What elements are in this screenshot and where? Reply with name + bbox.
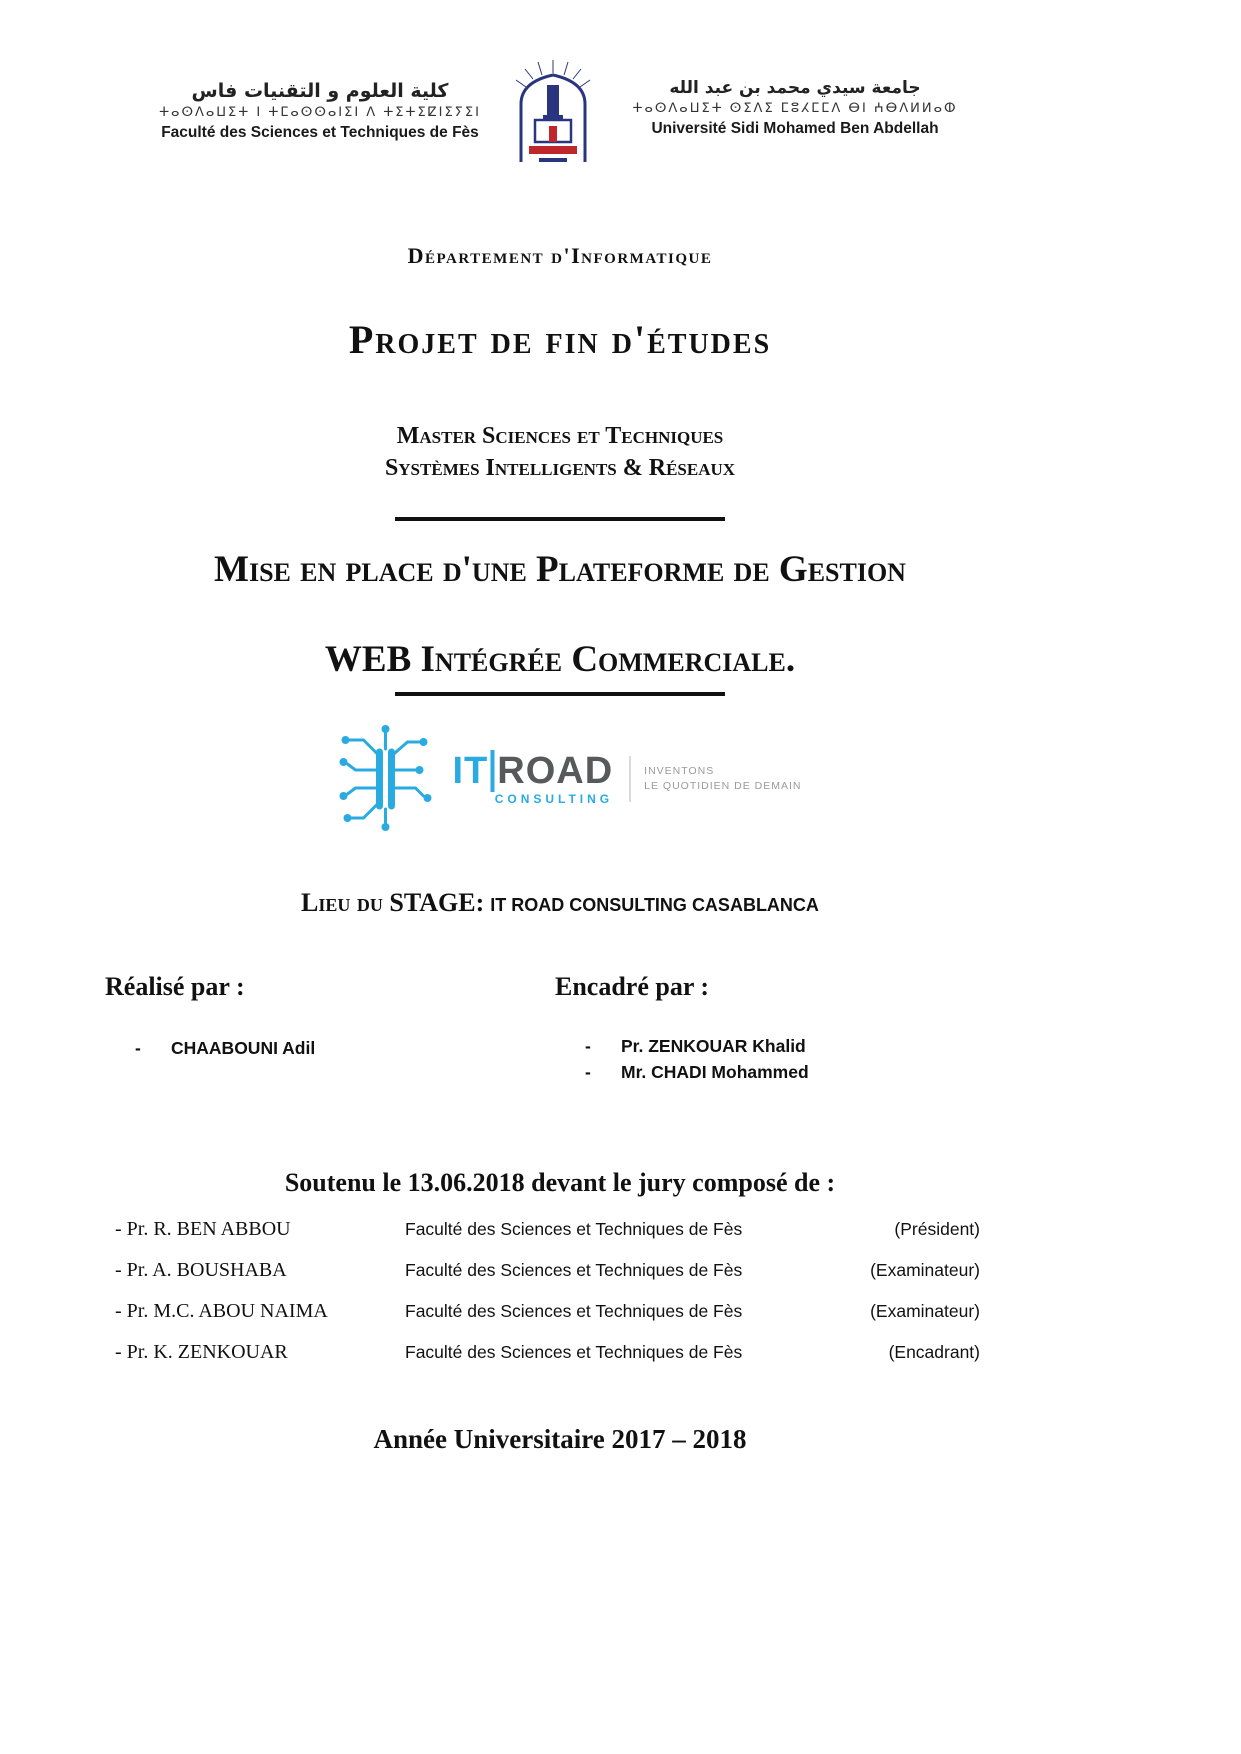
bullet-dash: - — [585, 1036, 591, 1056]
tagline-line2: LE QUOTIDIEN DE DEMAIN — [644, 780, 802, 792]
jury-row — [115, 1259, 980, 1300]
jury-member-role: (Examinateur) — [870, 1260, 980, 1280]
supervisor-name: Pr. ZENKOUAR Khalid — [621, 1036, 806, 1056]
jury-row — [115, 1300, 980, 1341]
jury-member-name: - Pr. R. BEN ABBOU — [115, 1218, 291, 1240]
authors-label: Réalisé par : — [105, 972, 245, 1001]
itroad-it-text: IT — [452, 750, 489, 792]
itroad-name — [452, 752, 613, 790]
fst-name-text: Faculté des Sciences et Techniques de Fès — [161, 124, 479, 141]
fst-tifinagh-text: ⵜⴰⵙⴷⴰⵡⵉⵜ ⵏ ⵜⵎⴰⵙⵙⴰⵏⵉⵏ ⴷ ⵜⵉⵜⵉⵇⵏⵉⵢⵉⵏ — [159, 105, 481, 120]
supervisor-item — [585, 1062, 809, 1083]
author-name: CHAABOUNI Adil — [171, 1038, 316, 1058]
jury-member-name: - Pr. A. BOUSHABA — [115, 1259, 287, 1281]
thesis-title-line1: Mise en place d'une Plateforme de Gestion — [214, 549, 906, 590]
circuit-icon — [318, 722, 450, 836]
fst-arabic-text: كلية العلوم و التقنيات فاس — [191, 80, 449, 102]
jury-row — [115, 1218, 980, 1259]
jury-member-role: (Examinateur) — [870, 1301, 980, 1321]
author-item — [135, 1038, 315, 1059]
jury-row — [115, 1341, 980, 1382]
jury-member-role: (Président) — [894, 1219, 980, 1239]
divider-bottom — [395, 692, 725, 696]
department-heading: Département d'Informatique — [407, 243, 713, 268]
jury-member-affiliation: Faculté des Sciences et Techniques de Fès — [405, 1260, 743, 1280]
divider-top — [395, 517, 725, 521]
supervisors-label: Encadré par : — [555, 972, 710, 1001]
itroad-road-text: ROAD — [490, 750, 613, 792]
jury-member-affiliation: Faculté des Sciences et Techniques de Fès — [405, 1219, 743, 1239]
internship-line — [0, 888, 1120, 918]
jury-member-affiliation: Faculté des Sciences et Techniques de Fès — [405, 1342, 743, 1362]
jury-member-name: - Pr. M.C. ABOU NAIMA — [115, 1300, 328, 1322]
usmba-arabic-text: جامعة سيدي محمد بن عبد الله — [669, 78, 921, 98]
usmba-tifinagh-text: ⵜⴰⵙⴷⴰⵡⵉⵜ ⵙⵉⴷⵉ ⵎⵓⵃⵎⵎⴷ ⴱⵏ ⵄⴱⴷⵍⵍⴰⵀ — [632, 101, 958, 116]
internship-value: IT ROAD CONSULTING CASABLANCA — [490, 895, 819, 915]
itroad-tagline — [644, 764, 801, 794]
document-type-title: Projet de fin d'études — [348, 317, 772, 362]
jury-member-name: - Pr. K. ZENKOUAR — [115, 1341, 288, 1363]
bullet-dash: - — [585, 1062, 591, 1082]
program-line2: Systèmes Intelligents & Réseaux — [384, 455, 736, 481]
itroad-consulting-text: CONSULTING — [494, 792, 614, 806]
usmba-name-text: Université Sidi Mohamed Ben Abdellah — [651, 120, 939, 137]
academic-year: Année Universitaire 2017 – 2018 — [373, 1424, 747, 1454]
tagline-line1: INVENTONS — [644, 765, 715, 777]
defense-heading: Soutenu le 13.06.2018 devant le jury composé de : — [284, 1168, 836, 1197]
itroad-wordmark — [452, 752, 613, 806]
jury-member-role: (Encadrant) — [888, 1342, 980, 1362]
jury-table — [115, 1218, 980, 1382]
thesis-title-line2: WEB Intégrée Commerciale. — [324, 639, 796, 680]
jury-member-affiliation: Faculté des Sciences et Techniques de Fès — [405, 1301, 743, 1321]
supervisor-item — [585, 1036, 806, 1057]
supervisor-name: Mr. CHADI Mohammed — [621, 1062, 809, 1082]
program-line1: Master Sciences et Techniques — [396, 423, 724, 449]
itroad-logo — [318, 722, 801, 836]
program-heading — [0, 420, 1120, 484]
bullet-dash: - — [135, 1038, 141, 1058]
internship-label: Lieu du STAGE: — [301, 888, 485, 917]
logo-divider — [629, 756, 630, 802]
